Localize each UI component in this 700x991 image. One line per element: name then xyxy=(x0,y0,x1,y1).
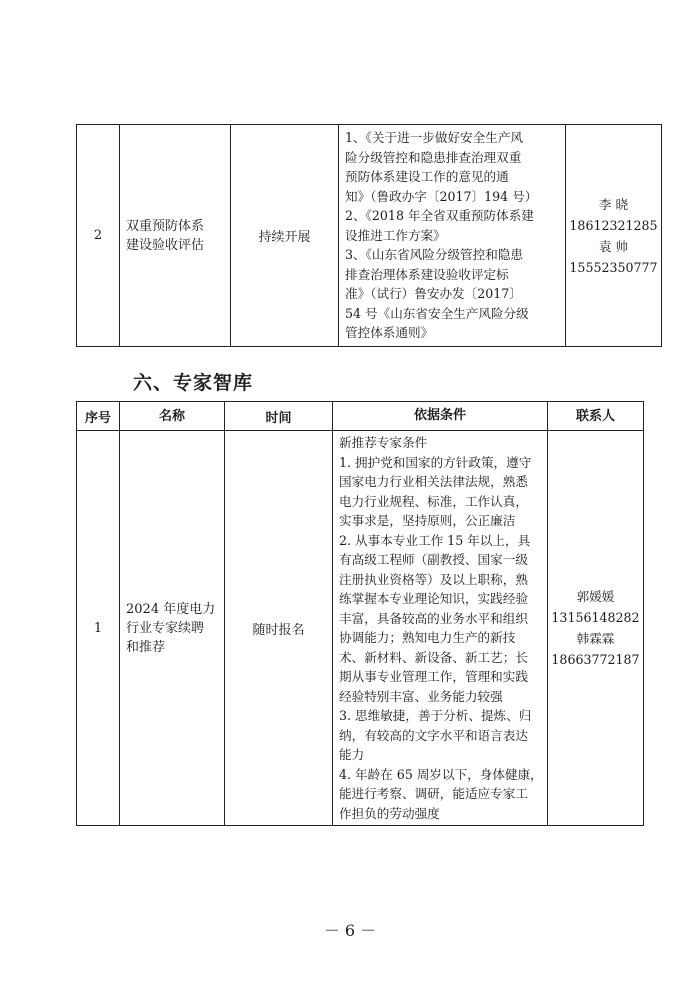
basis-line: 能力 xyxy=(339,747,365,762)
basis-line: 电力行业规程、标准，工作认真， xyxy=(339,493,528,509)
header-time: 时间 xyxy=(225,402,333,431)
project-table-continued xyxy=(76,124,662,347)
basis-line: 作担负的劳动强度 xyxy=(339,805,440,821)
page-number: － 6 － xyxy=(323,921,377,940)
basis-line: 1. 拥护党和国家的方针政策，遵守 xyxy=(339,454,532,470)
expert-table xyxy=(76,401,644,826)
row-number: 2 xyxy=(77,125,120,347)
basis-line: 练掌握本专业理论知识，实践经验 xyxy=(339,591,528,606)
basis-line: 有高级工程师（副教授、国家一级 xyxy=(339,552,528,567)
contact-phone: 18663772187 xyxy=(551,652,640,667)
contact-name: 郭媛媛 xyxy=(576,589,615,604)
basis-line: 3、《山东省风险分级管控和隐患 xyxy=(345,247,524,263)
basis-line: 注册执业资格等）及以上职称，熟 xyxy=(339,571,528,587)
basis-line: 险分级管控和隐患排查治理双重 xyxy=(345,149,522,165)
contact-name: 李 晓 xyxy=(598,196,629,212)
contact-phone: 18612321285 xyxy=(569,217,658,233)
item-contact xyxy=(548,431,644,826)
basis-line: 丰富，具备较高的业务水平和组织 xyxy=(339,610,528,626)
item-name xyxy=(120,431,225,826)
contact-name: 袁 帅 xyxy=(598,238,629,254)
basis-line: 3. 思维敏捷，善于分析、提炼、归 xyxy=(339,708,532,723)
item-contact xyxy=(566,125,662,347)
item-time: 随时报名 xyxy=(225,431,333,826)
basis-line: 术、新材料、新设备、新工艺；长 xyxy=(339,649,528,665)
basis-line: 协调能力；熟知电力生产的新技 xyxy=(339,630,516,645)
basis-line: 经验特别丰富、业务能力较强 xyxy=(339,688,503,704)
item-name-line: 建设验收评估 xyxy=(126,237,205,253)
contact-name: 韩霖霖 xyxy=(576,631,615,646)
item-name-line: 2024 年度电力 xyxy=(126,601,216,617)
basis-line: 预防体系建设工作的意见的通 xyxy=(345,169,509,185)
basis-line: 国家电力行业相关法律法规，熟悉 xyxy=(339,474,528,489)
table-row xyxy=(77,125,662,347)
basis-line: 实事求是，坚持原则，公正廉洁 xyxy=(339,513,516,528)
basis-line: 能进行考察、调研，能适应专家工 xyxy=(339,786,528,801)
header-no: 序号 xyxy=(77,402,120,431)
contact-phone: 15552350777 xyxy=(569,259,658,275)
header-name: 名称 xyxy=(120,402,225,431)
item-time: 持续开展 xyxy=(231,125,339,347)
contact-phone: 13156148282 xyxy=(551,610,640,625)
section-heading: 六、专家智库 xyxy=(133,372,254,394)
basis-line: 1、《关于进一步做好安全生产风 xyxy=(345,130,524,146)
item-name xyxy=(120,125,231,347)
basis-line: 排查治理体系建设验收评定标 xyxy=(345,266,509,282)
basis-line: 54 号《山东省安全生产风险分级 xyxy=(345,305,529,321)
item-basis xyxy=(339,125,566,347)
basis-line: 设推进工作方案》 xyxy=(345,227,446,243)
basis-line: 2. 从事本专业工作 15 年以上，具 xyxy=(339,532,531,548)
basis-line: 纳，有较高的文字水平和语言表达 xyxy=(339,727,528,743)
basis-line: 新推荐专家条件 xyxy=(339,435,428,450)
item-name-line: 和推荐 xyxy=(126,639,166,655)
basis-line: 管控体系通则》 xyxy=(345,325,434,341)
row-number: 1 xyxy=(77,431,120,826)
basis-line: 4. 年龄在 65 周岁以下，身体健康， xyxy=(339,766,543,782)
basis-line: 2、《2018 年全省双重预防体系建 xyxy=(345,208,534,224)
item-name-line: 行业专家续聘 xyxy=(126,620,205,636)
table-row xyxy=(77,431,644,826)
basis-line: 期从事专业管理工作，管理和实践 xyxy=(339,669,528,684)
header-basis: 依据条件 xyxy=(333,402,548,431)
header-contact: 联系人 xyxy=(548,402,644,431)
item-name-line: 双重预防体系 xyxy=(126,218,205,234)
table-header-row xyxy=(77,402,644,431)
basis-line: 知》（鲁政办字〔2017〕194 号） xyxy=(345,188,538,204)
basis-line: 准》（试行）鲁安办发〔2017〕 xyxy=(345,286,522,302)
item-basis xyxy=(333,431,548,826)
